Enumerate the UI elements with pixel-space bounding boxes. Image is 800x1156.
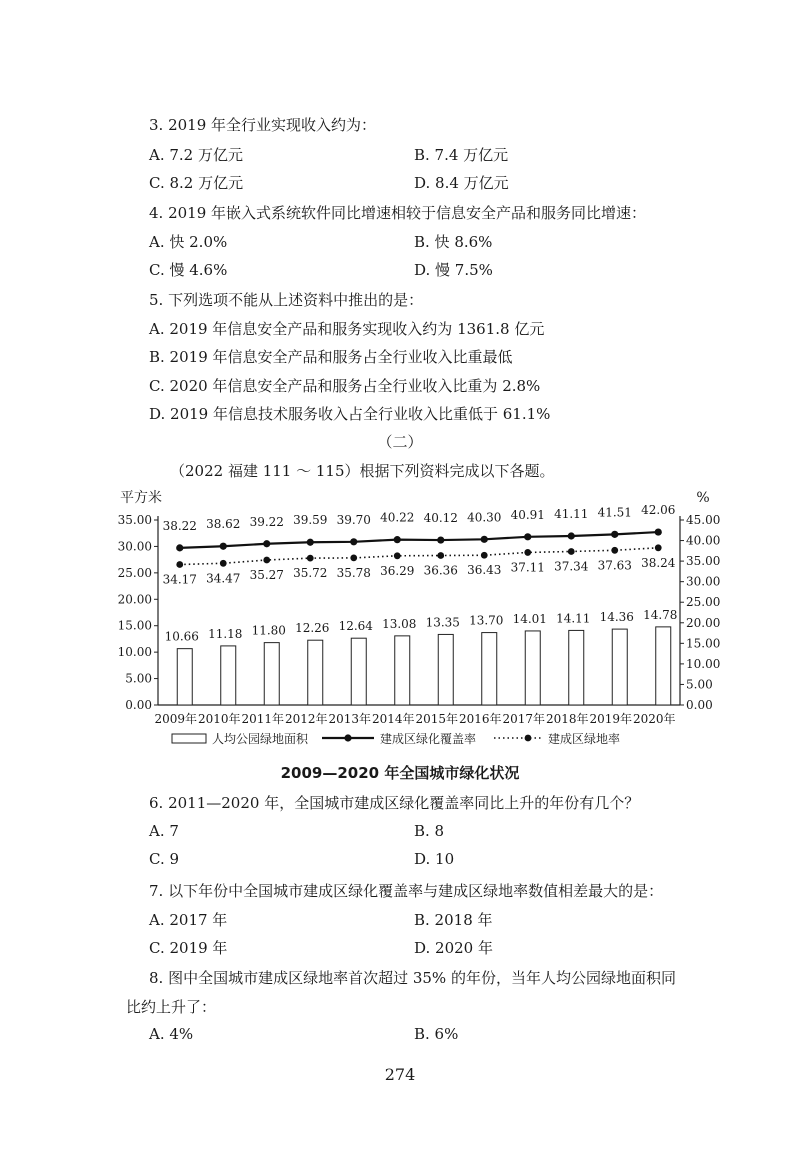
x-tick-label: 2009年 <box>154 712 198 726</box>
question-4-option-b: B. 快 8.6% <box>414 233 493 251</box>
bar-value-label: 13.70 <box>469 613 504 628</box>
coverage-rate-label: 40.30 <box>467 510 502 525</box>
coverage-rate-point <box>350 538 357 545</box>
green-space-rate-point <box>611 547 618 554</box>
coverage-rate-point <box>220 543 227 550</box>
coverage-rate-point <box>307 539 314 546</box>
x-tick-label: 2020年 <box>632 712 676 726</box>
question-4-stem: 4. 2019 年嵌入式系统软件同比增速相较于信息安全产品和服务同比增速： <box>149 204 647 222</box>
bar-value-label: 13.35 <box>425 615 460 630</box>
bar-value-label: 14.01 <box>512 611 547 626</box>
question-8-option-b: B. 6% <box>414 1025 459 1043</box>
right-tick-label: 45.00 <box>686 513 721 527</box>
section-title: （二） <box>377 433 423 451</box>
x-tick-label: 2016年 <box>458 712 502 726</box>
question-5-option-a: A. 2019 年信息安全产品和服务实现收入约为 1361.8 亿元 <box>149 320 545 338</box>
coverage-rate-label: 42.06 <box>641 503 676 518</box>
bars-series <box>177 627 671 705</box>
question-6-option-a: A. 7 <box>149 822 179 840</box>
right-tick-label: 25.00 <box>686 595 721 610</box>
bar <box>438 634 453 705</box>
right-axis-unit: % <box>696 490 710 506</box>
green-space-rate-label: 35.78 <box>336 565 371 580</box>
green-space-rate-point <box>437 552 444 559</box>
coverage-rate-label: 41.11 <box>554 506 589 521</box>
question-3-option-b: B. 7.4 万亿元 <box>414 146 509 164</box>
bar-value-label: 12.26 <box>295 621 330 636</box>
green-space-rate-point <box>481 552 488 559</box>
left-axis-unit: 平方米 <box>120 490 162 506</box>
legend-solid-label: 建成区绿化覆盖率 <box>380 732 477 746</box>
question-4-option-c: C. 慢 4.6% <box>149 261 228 279</box>
question-6-option-c: C. 9 <box>149 850 180 868</box>
bar <box>656 627 671 705</box>
bar <box>395 636 410 705</box>
green-space-rate-label: 35.27 <box>249 568 284 583</box>
coverage-rate-label: 41.51 <box>597 505 632 520</box>
question-7-option-c: C. 2019 年 <box>149 939 228 957</box>
green-space-rate-point <box>524 549 531 556</box>
green-space-rate-point <box>220 560 227 567</box>
left-tick-label: 0.00 <box>125 698 152 712</box>
bar-value-label: 11.80 <box>251 623 286 638</box>
x-tick-label: 2018年 <box>545 712 589 726</box>
x-tick-label: 2013年 <box>328 712 372 726</box>
right-tick-label: 30.00 <box>686 574 721 589</box>
x-tick-label: 2012年 <box>284 712 328 726</box>
question-3-stem: 3. 2019 年全行业实现收入约为： <box>149 116 377 134</box>
coverage-rate-label: 38.22 <box>162 518 197 533</box>
bar <box>221 646 236 705</box>
bar-value-label: 13.08 <box>382 616 417 631</box>
legend-bar-swatch <box>172 734 206 743</box>
legend-solid-marker <box>344 734 351 741</box>
x-tick-label: 2015年 <box>415 712 459 726</box>
right-tick-label: 0.00 <box>686 698 713 712</box>
green-space-rate-point <box>394 552 401 559</box>
coverage-rate-line <box>180 532 659 548</box>
question-7-option-a: A. 2017 年 <box>149 911 228 929</box>
question-8-stem-line1: 8. 图中全国城市建成区绿地率首次超过 35% 的年份，当年人均公园绿地面积同 <box>149 969 676 987</box>
coverage-rate-label: 39.59 <box>293 513 328 528</box>
question-3-option-d: D. 8.4 万亿元 <box>414 174 509 192</box>
question-3-option-a: A. 7.2 万亿元 <box>149 146 243 164</box>
x-axis-labels <box>154 711 675 726</box>
green-space-rate-label: 37.34 <box>554 559 589 574</box>
coverage-rate-point <box>568 532 575 539</box>
left-tick-label: 20.00 <box>117 592 152 607</box>
left-tick-label: 15.00 <box>117 618 152 633</box>
greening-chart <box>0 480 800 760</box>
question-8-stem-line2: 比约上升了： <box>126 998 217 1016</box>
coverage-rate-label: 39.22 <box>249 514 284 529</box>
bar-value-label: 14.11 <box>556 611 591 626</box>
green-space-rate-point <box>350 555 357 562</box>
bar <box>612 629 627 705</box>
question-6-stem: 6. 2011—2020 年，全国城市建成区绿化覆盖率同比上升的年份有几个？ <box>149 794 640 812</box>
right-tick-label: 20.00 <box>686 615 721 630</box>
bar-value-label: 14.78 <box>643 607 678 622</box>
left-tick-label: 25.00 <box>117 565 152 580</box>
question-4-option-d: D. 慢 7.5% <box>414 261 493 279</box>
legend-dotted-label: 建成区绿地率 <box>548 732 621 746</box>
bar <box>177 649 192 705</box>
coverage-rate-point <box>263 540 270 547</box>
left-tick-label: 10.00 <box>117 645 152 660</box>
bar-value-label: 10.66 <box>164 629 199 644</box>
green-space-rate-label: 34.17 <box>162 572 197 587</box>
bar <box>308 640 323 705</box>
data-labels <box>163 503 678 644</box>
coverage-rate-point <box>611 531 618 538</box>
coverage-rate-point <box>481 536 488 543</box>
green-space-rate-label: 36.36 <box>423 563 458 578</box>
question-7-stem: 7. 以下年份中全国城市建成区绿化覆盖率与建成区绿地率数值相差最大的是： <box>149 882 664 900</box>
coverage-rate-label: 40.91 <box>510 507 545 522</box>
question-6-option-d: D. 10 <box>414 850 455 868</box>
bar <box>525 631 540 705</box>
page-number: 274 <box>384 1065 416 1084</box>
x-tick-label: 2017年 <box>502 712 546 726</box>
question-7-option-b: B. 2018 年 <box>414 911 493 929</box>
lines-series <box>176 528 662 567</box>
bar-value-label: 14.36 <box>599 610 634 625</box>
green-space-rate-point <box>176 561 183 568</box>
green-space-rate-label: 37.11 <box>510 560 545 575</box>
bar <box>569 630 584 705</box>
legend-dotted-marker <box>525 735 532 742</box>
green-space-rate-label: 34.47 <box>206 571 241 586</box>
green-space-rate-label: 36.43 <box>467 563 502 578</box>
green-space-rate-point <box>263 557 270 564</box>
coverage-rate-label: 38.62 <box>206 517 241 532</box>
bar <box>264 643 279 705</box>
legend-bar-label: 人均公园绿地面积 <box>212 732 309 746</box>
right-tick-label: 10.00 <box>686 656 721 671</box>
green-space-rate-label: 37.63 <box>597 558 632 573</box>
bar <box>482 633 497 705</box>
x-tick-label: 2011年 <box>241 712 285 726</box>
bar <box>351 638 366 705</box>
question-5-stem: 5. 下列选项不能从上述资料中推出的是： <box>149 291 424 309</box>
coverage-rate-point <box>524 533 531 540</box>
coverage-rate-point <box>437 536 444 543</box>
coverage-rate-label: 40.12 <box>423 511 458 526</box>
left-tick-label: 5.00 <box>125 671 152 686</box>
coverage-rate-point <box>176 544 183 551</box>
green-space-rate-label: 36.29 <box>380 563 415 578</box>
coverage-rate-point <box>655 528 662 535</box>
green-space-rate-point <box>568 548 575 555</box>
green-space-rate-point <box>655 544 662 551</box>
right-tick-label: 5.00 <box>686 677 713 692</box>
question-6-option-b: B. 8 <box>414 822 445 840</box>
legend <box>172 731 620 746</box>
question-5-option-d: D. 2019 年信息技术服务收入占全行业收入比重低于 61.1% <box>149 405 551 423</box>
question-8-option-a: A. 4% <box>149 1025 194 1043</box>
left-tick-label: 30.00 <box>117 539 152 554</box>
right-tick-label: 15.00 <box>686 636 721 651</box>
green-space-rate-point <box>307 555 314 562</box>
left-tick-label: 35.00 <box>117 513 152 527</box>
green-space-rate-label: 38.24 <box>641 555 676 570</box>
question-7-option-d: D. 2020 年 <box>414 939 493 957</box>
section-intro: （2022 福建 111 ～ 115）根据下列资料完成以下各题。 <box>170 462 555 480</box>
x-tick-label: 2014年 <box>371 712 415 726</box>
x-tick-label: 2010年 <box>197 712 241 726</box>
coverage-rate-label: 40.22 <box>380 510 415 525</box>
right-tick-label: 40.00 <box>686 533 721 548</box>
coverage-rate-point <box>394 536 401 543</box>
coverage-rate-label: 39.70 <box>336 512 371 527</box>
bar-value-label: 11.18 <box>208 626 243 641</box>
right-tick-label: 35.00 <box>686 554 721 569</box>
bar-value-label: 12.64 <box>338 619 373 634</box>
green-space-rate-label: 35.72 <box>293 566 328 581</box>
chart-title: 2009—2020 年全国城市绿化状况 <box>280 764 520 782</box>
question-4-option-a: A. 快 2.0% <box>149 233 228 251</box>
question-3-option-c: C. 8.2 万亿元 <box>149 174 244 192</box>
x-tick-label: 2019年 <box>589 712 633 726</box>
right-axis <box>680 490 720 712</box>
question-5-option-c: C. 2020 年信息安全产品和服务占全行业收入比重为 2.8% <box>149 377 541 395</box>
question-5-option-b: B. 2019 年信息安全产品和服务占全行业收入比重最低 <box>149 348 513 366</box>
